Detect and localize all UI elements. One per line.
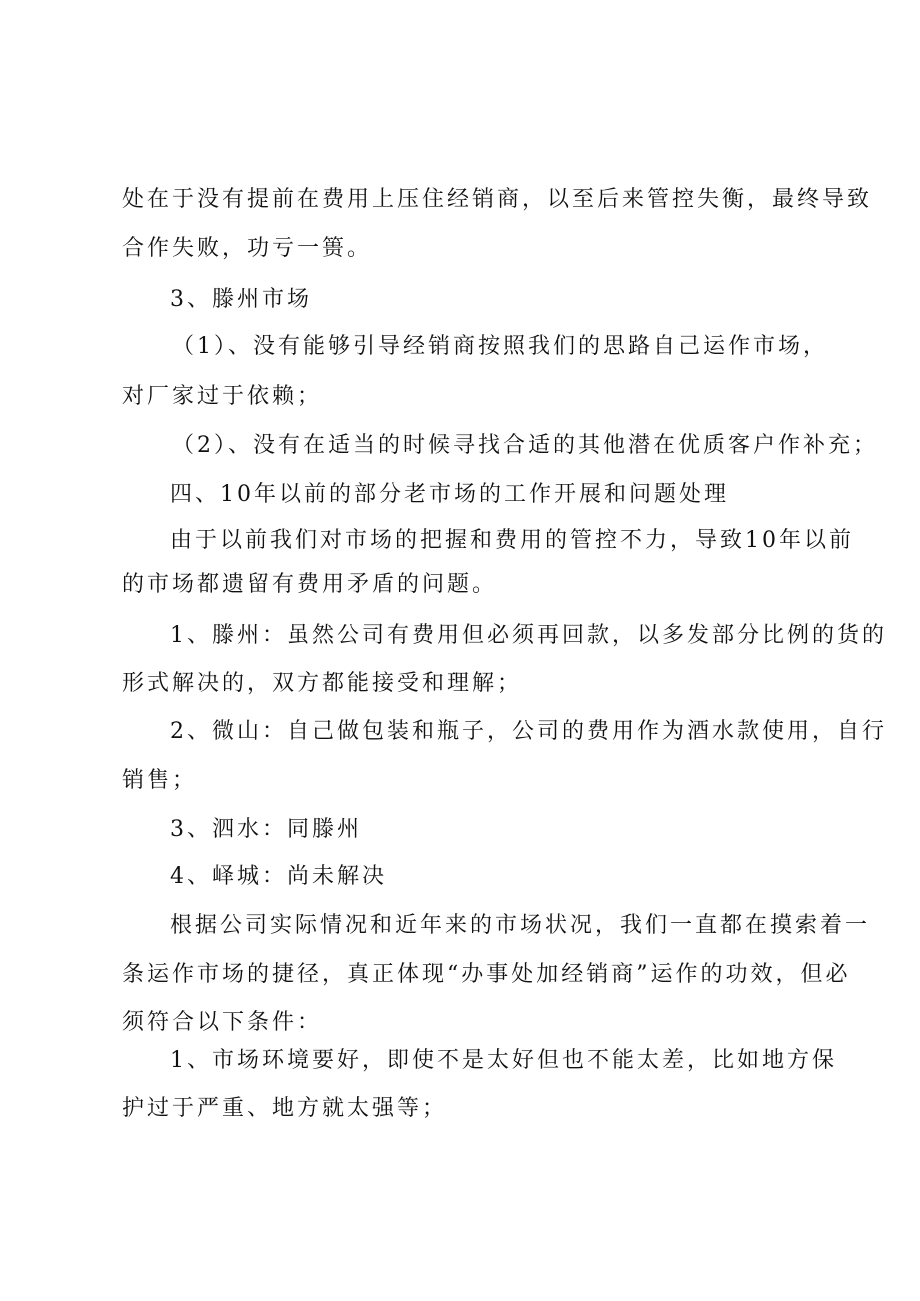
paragraph-line: 2、微山：自己做包装和瓶子，公司的费用作为酒水款使用，自行 (170, 719, 887, 744)
paragraph-line: 由于以前我们对市场的把握和费用的管控不力，导致10年以前 (170, 528, 854, 553)
paragraph-line: 1、滕州：虽然公司有费用但必须再回款，以多发部分比例的货的 (170, 623, 887, 648)
paragraph-line: 根据公司实际情况和近年来的市场状况，我们一直都在摸索着一 (170, 913, 871, 938)
paragraph-line: （2）、没有在适当的时候寻找合适的其他潜在优质客户作补充； (172, 433, 878, 458)
paragraph-line: 形式解决的，双方都能接受和理解； (122, 671, 523, 696)
paragraph-line: 3、泗水：同滕州 (170, 817, 362, 842)
paragraph-line: 的市场都遗留有费用矛盾的问题。 (122, 572, 498, 597)
paragraph-line: （1）、没有能够引导经销商按照我们的思路自己运作市场， (172, 334, 828, 359)
paragraph-line: 对厂家过于依赖； (122, 384, 323, 409)
section-heading: 四、10年以前的部分老市场的工作开展和问题处理 (170, 482, 729, 507)
paragraph-line: 条运作市场的捷径，真正体现“办事处加经销商”运作的功效，但必 (122, 962, 851, 987)
paragraph-line: 合作失败，功亏一篑。 (122, 236, 373, 261)
paragraph-line: 处在于没有提前在费用上压住经销商，以至后来管控失衡，最终导致 (122, 187, 873, 212)
paragraph-line: 销售； (122, 768, 198, 793)
paragraph-line: 须符合以下条件： (122, 1010, 323, 1035)
paragraph-line: 4、峄城：尚未解决 (170, 864, 387, 889)
section-heading: 3、滕州市场 (170, 287, 312, 312)
paragraph-line: 护过于严重、地方就太强等； (122, 1096, 448, 1121)
paragraph-line: 1、市场环境要好，即使不是太好但也不能太差，比如地方保 (170, 1048, 837, 1073)
